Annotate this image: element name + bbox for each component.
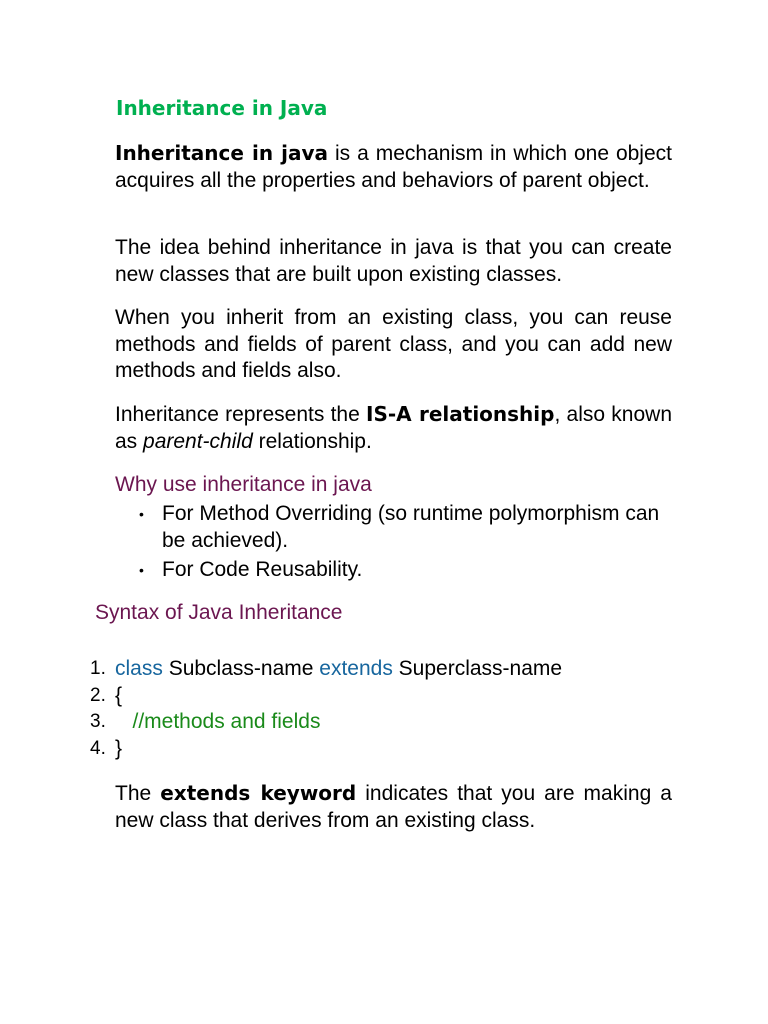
code-text: {: [115, 683, 123, 707]
code-keyword-class: class: [115, 657, 163, 680]
intro-paragraph: [115, 140, 672, 194]
line-number: 3.: [90, 711, 106, 732]
relationship-text-post: relationship.: [252, 429, 372, 453]
code-line: [90, 656, 562, 683]
code-listing: [90, 656, 562, 762]
code-line: [90, 709, 562, 736]
closing-text-post: indicates that you are making a new class that derives from an existing class.: [115, 782, 672, 832]
list-item: [115, 557, 685, 584]
closing-bold-term: extends keyword: [160, 781, 357, 805]
code-comment: //methods and fields: [115, 710, 321, 733]
why-list: [115, 501, 685, 587]
relationship-bold-term: IS-A relationship: [366, 402, 555, 426]
closing-text-pre: The: [115, 782, 161, 805]
code-line: [90, 736, 562, 763]
page-title: Inheritance in Java: [116, 96, 328, 120]
intro-text: is a mechanism in which one object acquires all the properties and behaviors of parent object.: [115, 142, 672, 192]
intro-bold-term: Inheritance in java: [115, 141, 329, 165]
bullet-icon: •: [139, 506, 144, 522]
closing-paragraph: [115, 780, 672, 834]
code-text: }: [115, 736, 123, 760]
code-text: Subclass-name: [162, 657, 320, 680]
list-item: [115, 501, 685, 554]
idea-paragraph: The idea behind inheritance in java is that you can create new classes that are built upon existing classes.: [115, 236, 672, 286]
relationship-text-mid: , also known as: [115, 403, 673, 453]
line-number: 4.: [90, 737, 106, 759]
code-line: [90, 683, 562, 710]
syntax-heading: Syntax of Java Inheritance: [95, 601, 343, 624]
list-item-text: For Method Overriding (so runtime polymorphism can be achieved).: [162, 502, 660, 552]
code-text: Superclass-name: [392, 657, 563, 680]
code-keyword-extends: extends: [319, 657, 393, 680]
list-item-text: For Code Reusability.: [162, 558, 363, 581]
line-number: 2.: [90, 684, 106, 706]
bullet-icon: •: [139, 562, 144, 578]
line-number: 1.: [90, 658, 106, 679]
reuse-paragraph: When you inherit from an existing class, you can reuse methods and fields of parent class, and you can add new methods and fields also.: [115, 306, 672, 382]
relationship-paragraph: [115, 401, 672, 455]
why-heading: Why use inheritance in java: [115, 473, 372, 496]
relationship-italic-term: parent-child: [143, 429, 253, 453]
relationship-text-pre: Inheritance represents the: [115, 403, 366, 426]
